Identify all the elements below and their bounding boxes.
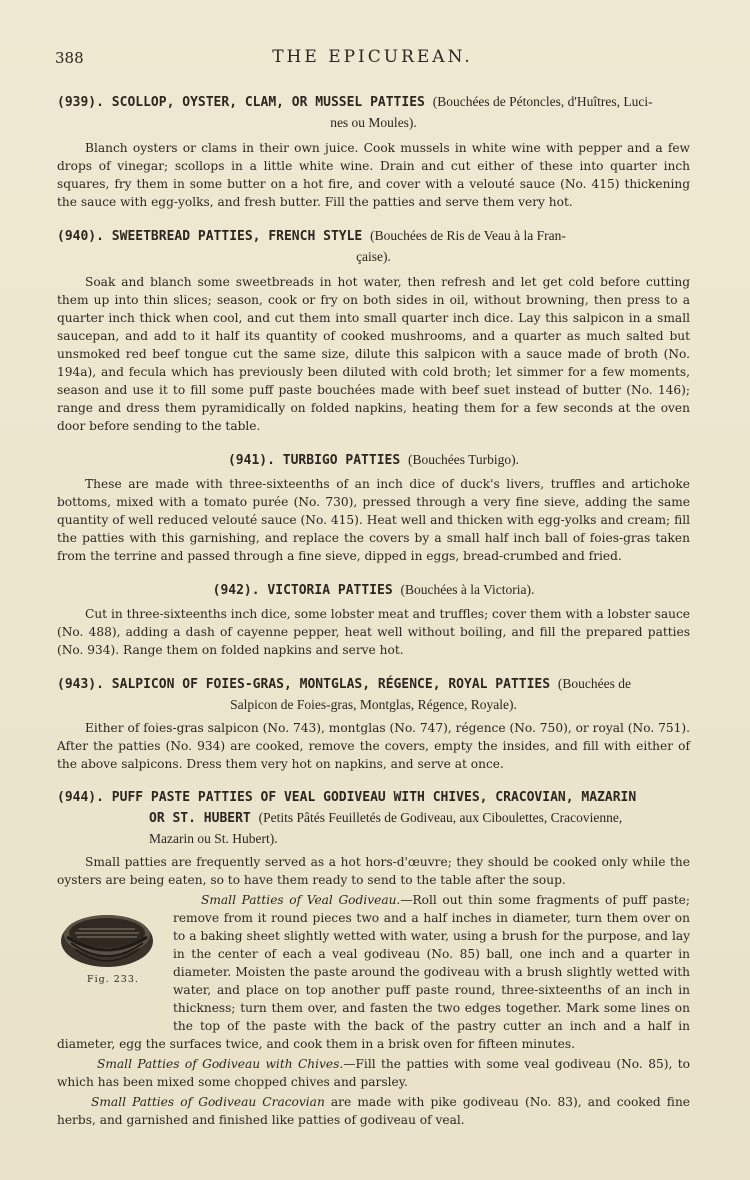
recipe-heading-942 [57,580,690,601]
figure-caption: Fig. 233. [87,974,139,985]
recipe-french-title: (Bouchées à la Victoria). [400,582,535,597]
recipe-heading-939 [57,92,690,133]
recipe-title: PUFF PASTE PATTIES OF VEAL GODIVEAU WITH CHIVES, CRACOVIAN, MAZARIN [111,790,637,805]
chives-paragraph [57,1055,690,1091]
recipe-french-title-cont: Mazarin ou St. Hubert). [149,831,278,846]
page-header [55,47,690,73]
subrecipe-text: are made with pike godiveau (No. 83), and cooked fine herbs, and garnished and finished like patties of godiveau of veal. [57,1095,691,1127]
subrecipe-text: —Fill the patties with some veal godiveau (No. 85), to which has been mixed some chopped chives and parsley. [57,1057,690,1089]
subrecipe-title: Small Patties of Godiveau Cracovian [91,1095,325,1109]
running-title: THE EPICUREAN. [272,47,473,67]
recipe-body-940: Soak and blanch some sweetbreads in hot water, then refresh and let get cold before cutting them up into thin slices; season, cook or fry on both sides in oil, without browning, then press to a quarter inch thick when cool, and cut them into small quarter inch dice. Lay this salpicon in a small saucepan, and add to it half its quantity of cooked mushrooms, and a quarter as much salted but unsmoked red beef tongue cut the same size, dilute this salpicon with a sauce made of broth (No. 194a), and fecula which has previously been diluted with cold broth; let simmer for a few moments, season and use it to fill some puff paste bouchées made with beef suet instead of butter (No. 146); range and dress them pyramidically on folded napkins, heating them for a few seconds at the oven door before sending to the table. [57,275,690,433]
recipe-number: (941). [227,453,275,468]
recipe-heading-943 [57,674,690,715]
recipe-french-title: (Bouchées de Ris de Veau à la Fran- [370,228,566,243]
recipe-body-942: Cut in three-sixteenths inch dice, some lobster meat and truffles; cover them with a lobster sauce (No. 488), adding a dash of cayenne pepper, heat well without boiling, and fill the prepared patties (No. 934). Range them on folded napkins and serve hot. [57,607,691,657]
recipe-french-title: (Bouchées de [557,676,632,691]
recipe-french-title: (Bouchées de Pétoncles, d'Huîtres, Luci- [432,94,653,109]
recipe-heading-944 [57,788,690,849]
subrecipe-title: Small Patties of Godiveau with Chives. [97,1057,344,1071]
subrecipe-title: Small Patties of Veal Godiveau. [201,893,401,907]
recipe-french-title: (Petits Pâtés Feuilletés de Godiveau, aux Ciboulettes, Cracovienne, [258,810,623,825]
recipe-title: SCOLLOP, OYSTER, CLAM, OR MUSSEL PATTIES [111,95,425,110]
recipe-title-cont: OR ST. HUBERT [149,811,251,826]
veal-godiveau-block [57,891,690,1053]
recipe-body-941: These are made with three-sixteenths of an inch dice of duck's livers, truffles and artichoke bottoms, mixed with a tomato purée (No. 730), pressed through a very fine sieve, adding the same quantity of well reduced velouté sauce (No. 415). Heat well and thicken with egg-yolks and cream; fill the patties with this garnishing, and replace the covers by a small half inch ball of foies-gras taken from the terrine and passed through a fine sieve, dipped in eggs, bread-crumbed and fried. [57,477,690,563]
recipe-french-title-cont: Salpicon de Foies-gras, Montglas, Régence, Royale). [230,697,517,712]
recipe-heading-940 [57,226,690,267]
recipe-title: SWEETBREAD PATTIES, FRENCH STYLE [111,229,363,244]
recipe-number: (940). [57,229,104,244]
page-number: 388 [55,49,84,67]
recipe-body-943: Either of foies-gras salpicon (No. 743), montglas (No. 747), régence (No. 750), or royal (No. 751). After the patties (No. 934) are cooked, remove the covers, empty the insides, and fill with either of the above salpicons. Dress them very hot on napkins, and serve at once. [57,721,690,771]
subrecipe-text: —Roll out thin some fragments of puff paste; remove from it round pieces two and a half inches in diameter, turn them over on to a baking sheet slightly wetted with water, using a brush for the purpose, and lay in the center of each a veal godiveau (No. 85) ball, one inch and a quarter in diameter. Moisten the paste around the godiveau with a brush slightly wetted with water, and place on top another puff paste round, three-sixteenths of an inch in thickness; turn them over, and fasten the two edges together. Mark some lines on the top of the paste with the back of the pastry cutter an inch and a half in diameter, egg the surfaces twice, and cook them in a brisk oven for fifteen minutes. [57,893,690,1051]
page-content [57,92,690,1129]
recipe-number: (939). [57,95,104,110]
cracovian-paragraph [57,1093,690,1129]
recipe-french-title-cont: nes ou Moules). [330,115,417,130]
recipe-french-title: (Bouchées Turbigo). [408,452,520,467]
recipe-number: (942). [212,583,260,598]
recipe-french-title-cont: çaise). [356,249,391,264]
recipe-title: VICTORIA PATTIES [267,583,393,598]
recipe-number: (943). [57,677,104,692]
recipe-heading-944-line2 [57,808,690,829]
recipe-heading-941 [57,450,690,471]
recipe-body-939: Blanch oysters or clams in their own juice. Cook mussels in white wine with pepper and a few drops of vinegar; scollops in a little white wine. Drain and cut either of these into quarter inch squares, fry them in some butter on a hot fire, and cover with a velouté sauce (No. 415) thickening the sauce with egg-yolks, and fresh butter. Fill the patties and serve them very hot. [57,141,690,209]
recipe-intro-944: Small patties are frequently served as a hot hors-d'œuvre; they should be cooked only while the oysters are being eaten, so to have them ready to send to the table after the soup. [57,855,690,887]
recipe-title: TURBIGO PATTIES [282,453,401,468]
recipe-title: SALPICON OF FOIES-GRAS, MONTGLAS, RÉGENCE, ROYAL PATTIES [111,677,551,692]
recipe-number: (944). [57,790,104,805]
